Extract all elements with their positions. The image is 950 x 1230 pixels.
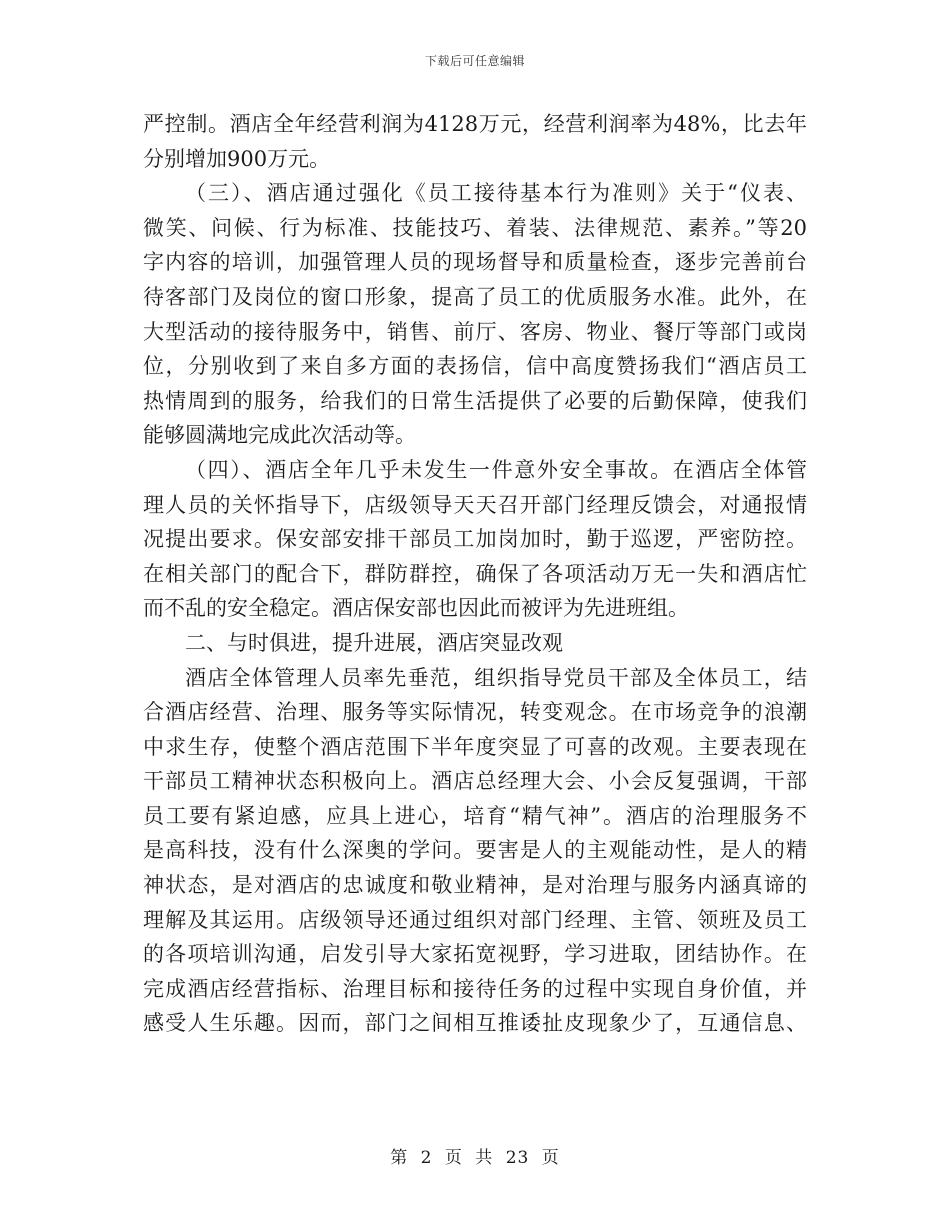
section-heading: 二、与时俱进，提升进展，酒店突显改观 (185, 630, 563, 655)
body-text (143, 107, 807, 1041)
text-line: 干部员工精神状态积极向上。酒店总经理大会、小会反复强调，干部 (143, 769, 807, 794)
text-line: 能够圆满地完成此次活动等。 (143, 423, 416, 448)
text-line: 是高科技，没有什么深奥的学问。要害是人的主观能动性，是人的精 (143, 838, 807, 863)
text-line: 大型活动的接待服务中，销售、前厅、客房、物业、餐厅等部门或岗 (143, 319, 807, 344)
text-line: 感受人生乐趣。因而，部门之间相互推诿扯皮现象少了，互通信息、 (143, 1011, 807, 1036)
text-line: 员工要有紧迫感，应具上进心，培育“精气神”。酒店的治理服务不 (143, 803, 807, 828)
text-line: 微笑、问候、行为标准、技能技巧、着装、法律规范、素养。”等20 (143, 215, 807, 240)
text-line: 酒店全体管理人员率先垂范，组织指导党员干部及全体员工，结 (185, 665, 807, 690)
page-footer: 第 2 页 共 23 页 (390, 1148, 560, 1168)
text-line: 待客部门及岗位的窗口形象，提高了员工的优质服务水准。此外，在 (143, 284, 807, 309)
text-line: 完成酒店经营指标、治理目标和接待任务的过程中实现自身价值，并 (143, 976, 807, 1001)
text-line: 位，分别收到了来自多方面的表扬信，信中高度赞扬我们“酒店员工 (143, 354, 807, 379)
text-line: 而不乱的安全稳定。酒店保安部也因此而被评为先进班组。 (143, 596, 689, 621)
text-line: 的各项培训沟通，启发引导大家拓宽视野，学习进取，团结协作。在 (143, 942, 807, 967)
text-line: 分别增加900万元。 (143, 146, 331, 171)
text-line: 理解及其运用。店级领导还通过组织对部门经理、主管、领班及员工 (143, 907, 807, 932)
text-line: （四）、酒店全年几乎未发生一件意外安全事故。在酒店全体管 (185, 457, 807, 482)
text-line: 在相关部门的配合下，群防群控，确保了各项活动万无一失和酒店忙 (143, 561, 807, 586)
text-line: 神状态，是对酒店的忠诚度和敬业精神，是对治理与服务内涵真谛的 (143, 873, 807, 898)
text-line: 热情周到的服务，给我们的日常生活提供了必要的后勤保障，使我们 (143, 388, 807, 413)
text-line: 严控制。酒店全年经营利润为4128万元，经营利润率为48%，比去年 (143, 112, 807, 136)
text-line: 理人员的关怀指导下，店级领导天天召开部门经理反馈会，对通报情 (143, 492, 807, 517)
text-line: 合酒店经营、治理、服务等实际情况，转变观念。在市场竞争的浪潮 (143, 700, 807, 725)
text-line: 中求生存，使整个酒店范围下半年度突显了可喜的改观。主要表现在 (143, 734, 807, 759)
page-header: 下载后可任意编辑 (424, 54, 525, 68)
text-line: 况提出要求。保安部安排干部员工加岗加时，勤于巡逻，严密防控。 (143, 527, 807, 552)
text-line: （三）、酒店通过强化《员工接待基本行为准则》关于“仪表、 (185, 181, 807, 206)
text-line: 字内容的培训，加强管理人员的现场督导和质量检查，逐步完善前台 (143, 250, 807, 275)
